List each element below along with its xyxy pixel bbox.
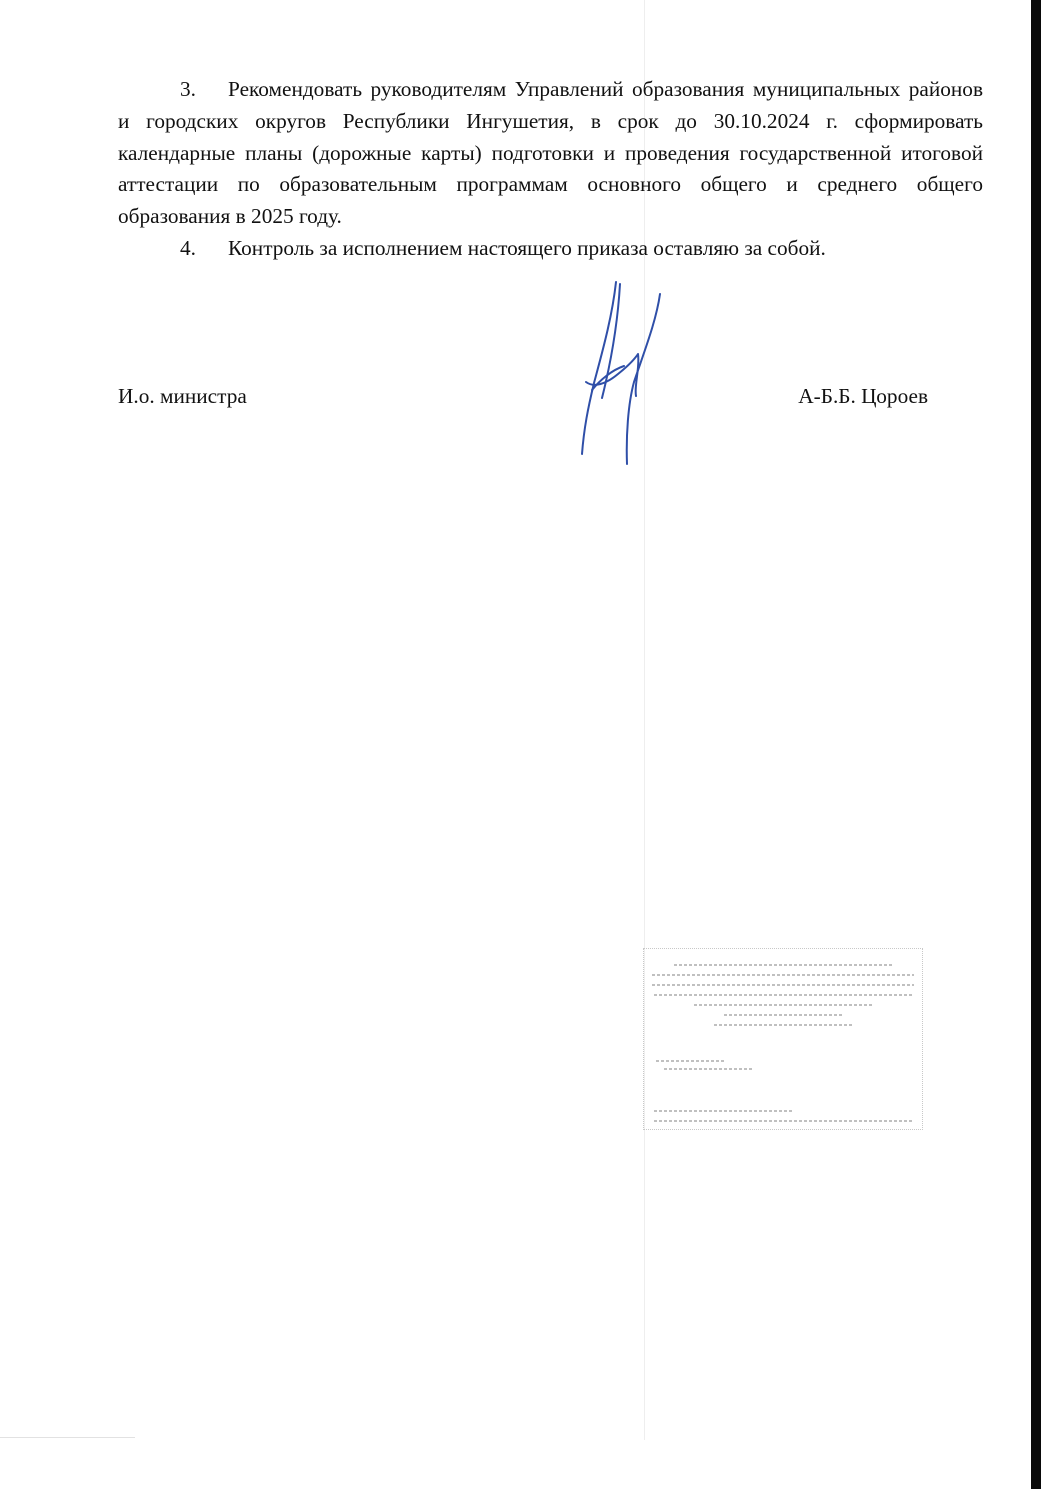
paragraph-text: Контроль за исполнением настоящего приказа оставляю за собой. [228,235,826,260]
paragraph-3 [118,74,983,233]
signature-block [118,380,928,412]
signature-stroke [586,354,638,396]
scan-bottom-line [0,1437,135,1438]
document-body [118,74,983,265]
paragraph-4 [118,233,983,265]
paragraph-number: 4. [180,235,196,260]
stamp-impression [644,949,922,1129]
registration-stamp [643,948,923,1130]
handwritten-signature [572,278,672,468]
scan-edge [1031,0,1041,1489]
signer-name: А-Б.Б. Цороев [798,384,928,408]
signature-stroke [627,294,660,464]
signature-stroke [582,282,616,454]
paragraph-number: 3. [180,77,196,101]
paragraph-text: Рекомендовать руководителям Управлений образования муниципальных районов и городских округов Республики Ингушетия, в срок до 30.10.2024 г. сформировать календарные планы (дорожные карты) подготовки и проведения государственной итоговой аттестации по образовательным программам основного общего и среднего общего образования в 2025 году. [118,77,983,229]
signer-position: И.о. министра [118,384,247,408]
